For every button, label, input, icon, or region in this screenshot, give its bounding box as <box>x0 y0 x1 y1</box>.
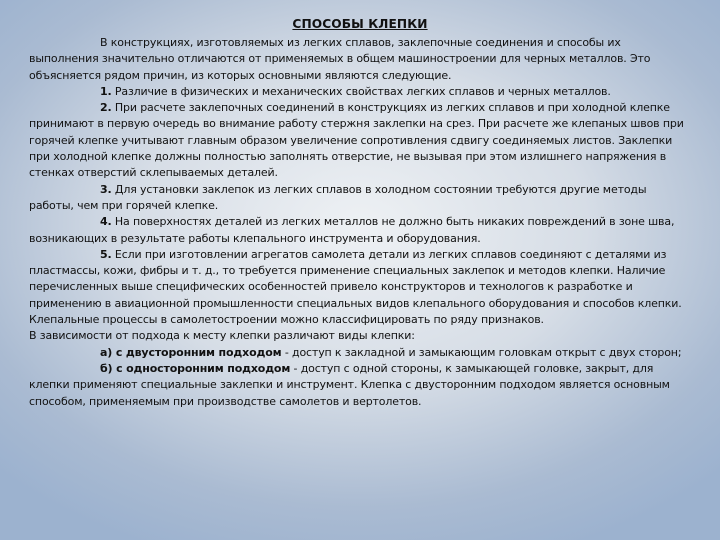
body-text <box>29 35 693 410</box>
reason-item-1 <box>29 84 693 100</box>
reason-item-2 <box>29 100 693 181</box>
reason-item-3 <box>29 182 693 215</box>
reason-text: При расчете заклепочных соединений в конструкциях из легких сплавов и при холодной клепке принимают в первую очередь во внимание работу стержня заклепки на срез. При расчете же клепаных швов при горячей клепке учитывают главным образом увеличение сопротивления сдвигу соединяемых листов. Заклепки при холодной клепке должны полностью заполнять отверстие, не вызывая при этом излишнего напряжения в стенках отверстий склепываемых деталей. <box>29 101 684 180</box>
method-label: б) с односторонним подходом <box>100 361 291 375</box>
method-one-sided <box>29 361 693 410</box>
reason-number: 1. <box>100 84 112 98</box>
access-intro: В зависимости от подхода к месту клепки различают виды клепки: <box>29 329 415 343</box>
method-two-sided <box>29 345 693 361</box>
method-text: - доступ с одной стороны, к замыкающей головке, закрыт, для клепки применяют специальные заклепки и инструмент. Клепка с двусторонним подходом является основным способом, применяемым при производстве самолетов и вертолетов. <box>29 361 670 408</box>
reason-number: 4. <box>100 215 112 229</box>
reason-item-4 <box>29 214 693 247</box>
intro-paragraph: В конструкциях, изготовляемых из легких сплавов, заклепочные соединения и способы их выполнения значительно отличаются от применяемых в общем машиностроении для черных металлов. Это объясняется рядом причин, из которых основными являются следующие. <box>29 36 651 82</box>
reason-number: 5. <box>100 247 112 261</box>
reason-item-5 <box>29 247 693 328</box>
reason-text: На поверхностях деталей из легких металлов не должно быть никаких повреждений в зоне шва, возникающих в результате работы клепального инструмента и оборудования. <box>29 215 675 245</box>
page-title: СПОСОБЫ КЛЕПКИ <box>292 17 428 31</box>
reason-text: Если при изготовлении агрегатов самолета детали из легких сплавов соединяют с деталями из пластмассы, кожи, фибры и т. д., то требуется применение специальных заклепок и методов клепки. Наличие перечисленных выше специфических особенностей привело конструкторов и технологов к разработке и применению в авиационной промышленности специальных видов клепального оборудования и способов клепки. Клепальные процессы в самолетостроении можно классифицировать по ряду признаков. <box>29 247 682 327</box>
reason-text: Различие в физических и механических свойствах легких сплавов и черных металлов. <box>114 84 611 98</box>
method-label: а) с двусторонним подходом <box>100 345 282 359</box>
reason-text: Для установки заклепок из легких сплавов в холодном состоянии требуются другие методы работы, чем при горячей клепке. <box>29 182 647 212</box>
method-text: - доступ к закладной и замыкающим головкам открыт с двух сторон; <box>281 345 682 359</box>
reason-number: 2. <box>100 101 112 115</box>
reason-number: 3. <box>100 182 112 196</box>
